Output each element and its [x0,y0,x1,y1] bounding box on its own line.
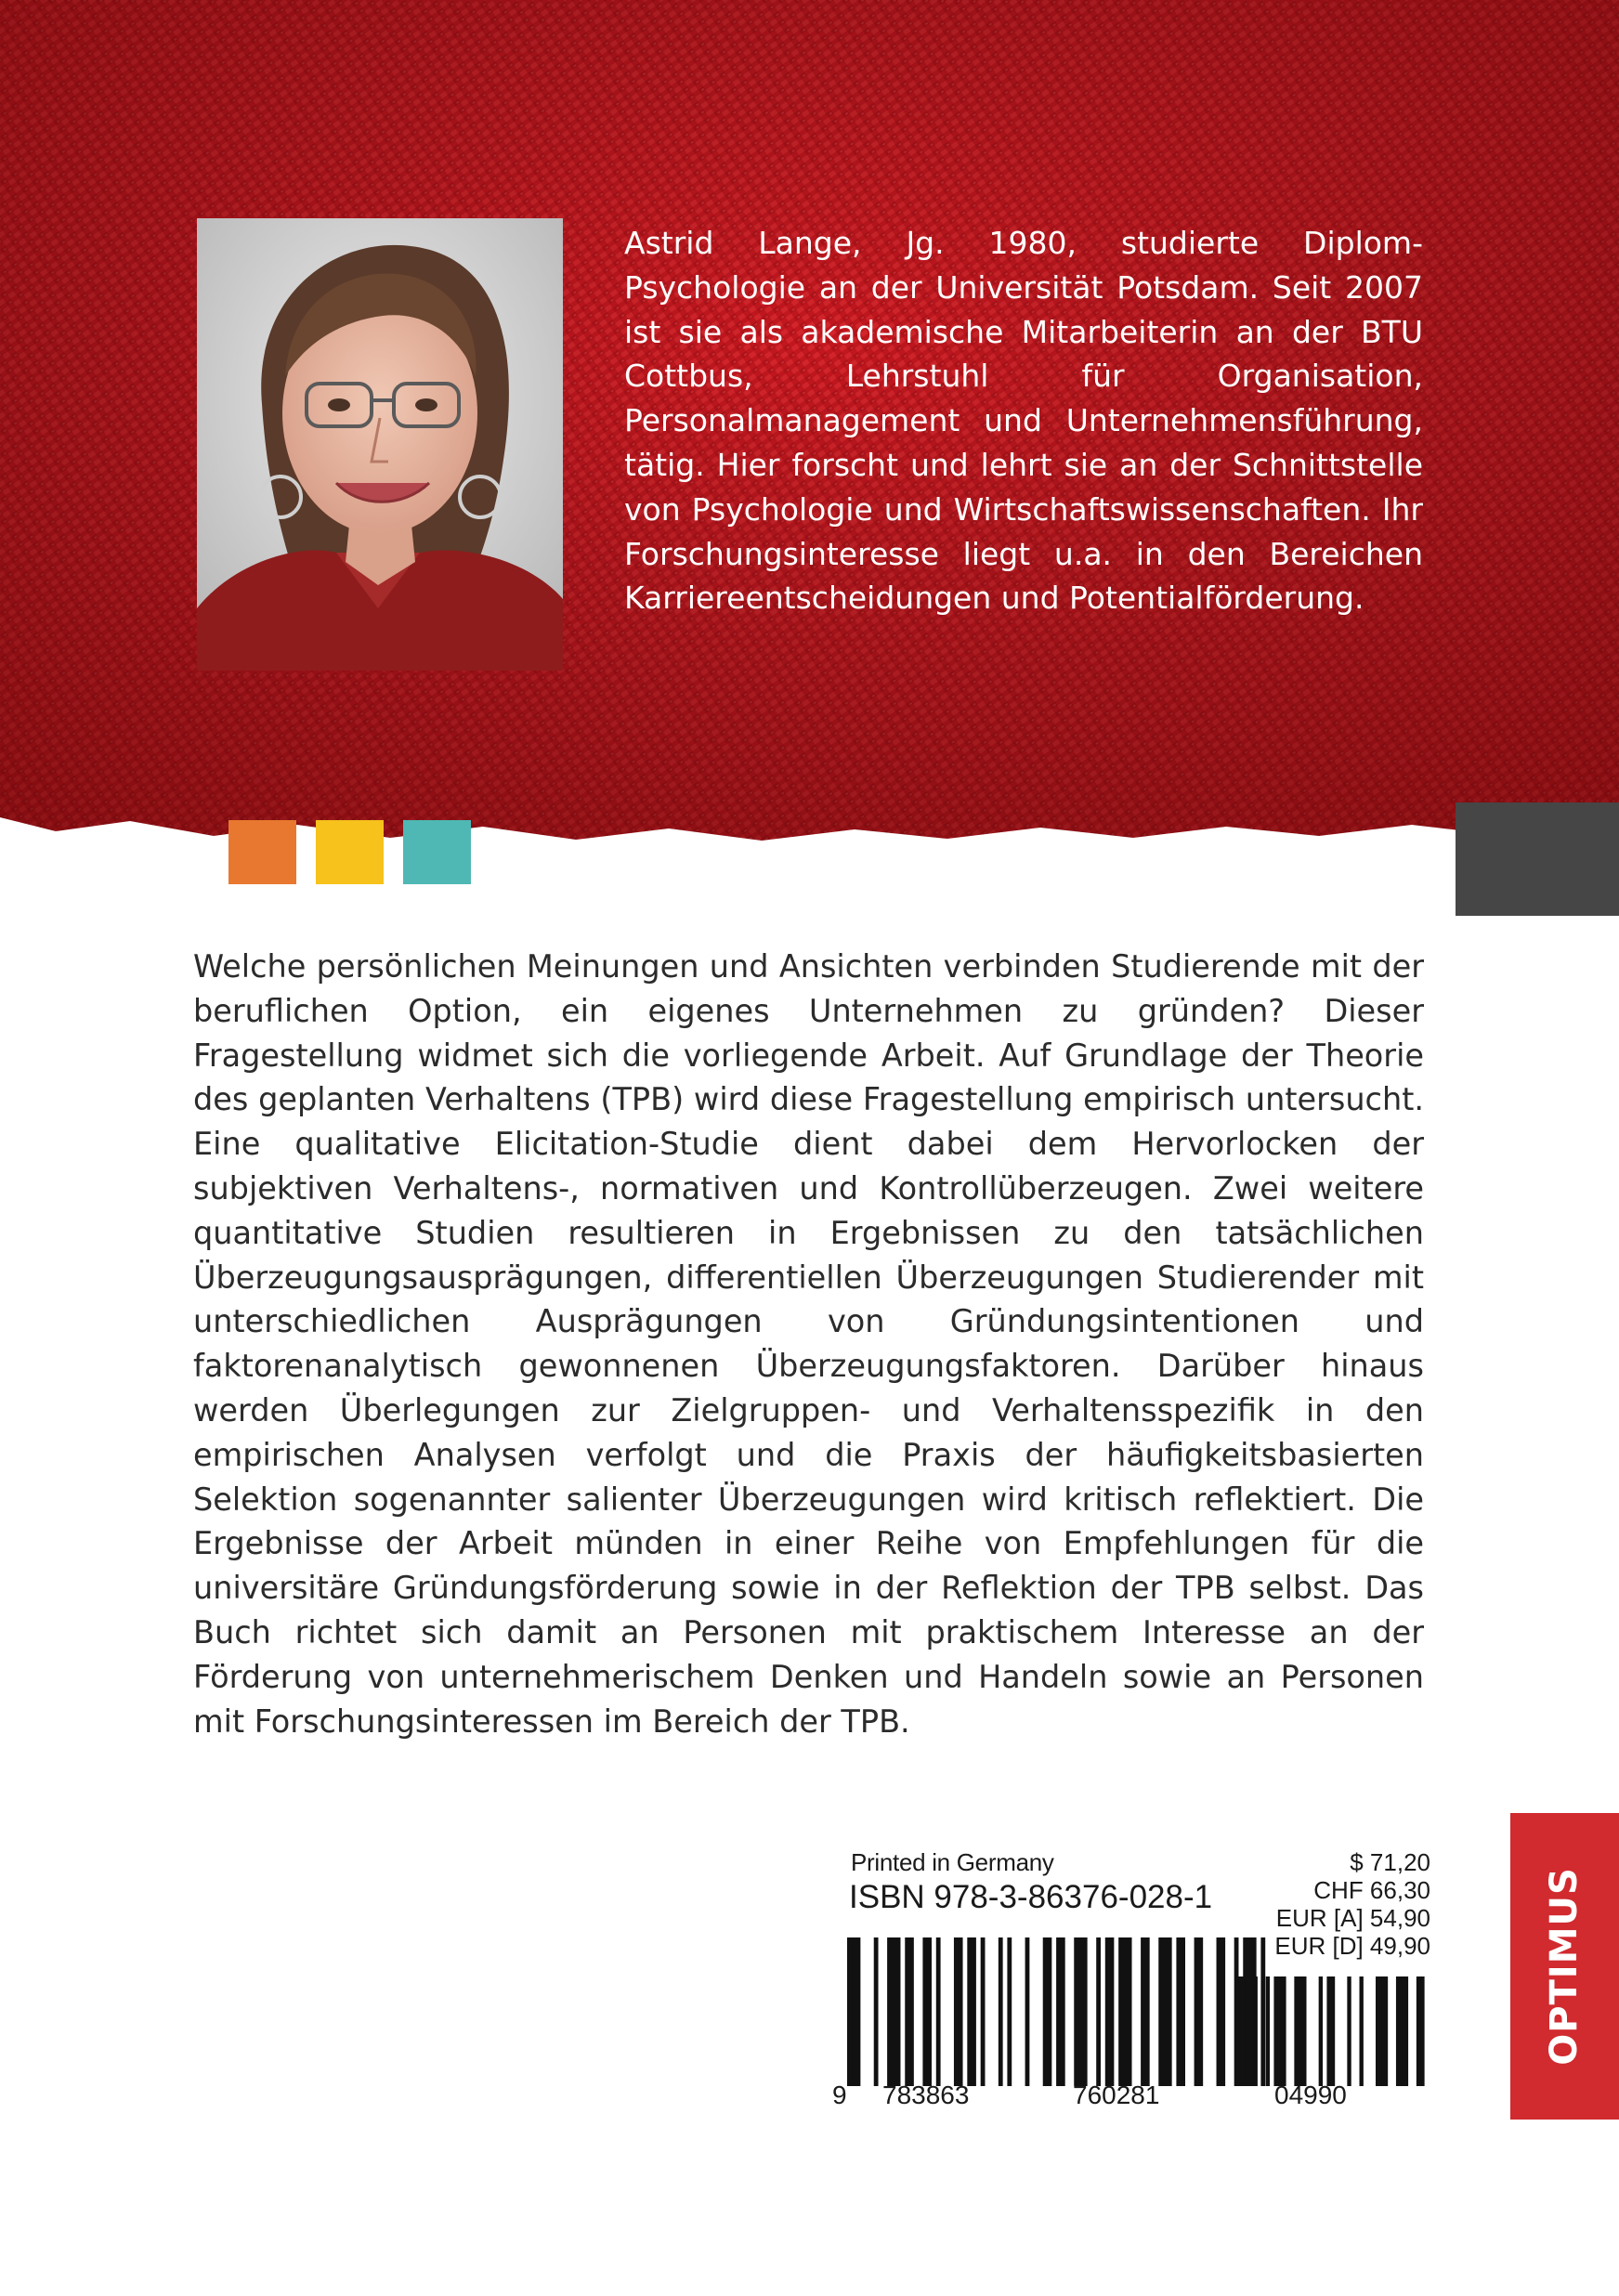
barcode-bar [981,1937,986,2086]
author-portrait-image [197,218,563,671]
dark-gray-block [1456,802,1619,916]
price-addon-barcode [1237,1976,1429,2086]
barcode-bar [887,1937,900,2086]
barcode-bar [936,1937,941,2086]
price-eur-d: EUR [D] 49,90 [1274,1932,1430,1960]
isbn-barcode [847,1937,1270,2086]
printed-in-label: Printed in Germany [851,1848,1054,1876]
addon-digits: 04990 [1274,2081,1347,2109]
price-usd: $ 71,20 [1350,1848,1430,1876]
barcode-bar [999,1937,1003,2086]
barcode-bar [1217,1937,1226,2086]
author-photo [197,218,563,671]
barcode-bar [1025,1937,1030,2086]
barcode-bar [1347,1976,1351,2086]
barcode-bar [1417,1976,1425,2086]
barcode-bar [1376,1976,1388,2086]
publisher-name: OPTIMUS [1543,1867,1586,2066]
price-chf: CHF 66,30 [1313,1876,1430,1904]
barcode-bar [1118,1937,1131,2086]
isbn-number: ISBN 978-3-86376-028-1 [849,1879,1213,1915]
barcode-bar [1396,1976,1408,2086]
barcode-bar [1056,1937,1065,2086]
barcode-digits-right: 760281 [1073,2081,1160,2109]
yellow-square [316,820,384,884]
barcode-digit-lead: 9 [832,2081,847,2109]
barcode-bar [1007,1937,1012,2086]
orange-square [228,820,296,884]
barcode-digits-left: 783863 [882,2081,970,2109]
barcode-bar [1294,1976,1306,2086]
barcode-bar [1158,1937,1171,2086]
publisher-logo [1510,1813,1619,2120]
barcode-bar [1326,1976,1335,2086]
barcode-bar [1266,1976,1270,2086]
barcode-bar [1237,1976,1246,2086]
price-list [1245,1848,1430,1960]
barcode-bar [967,1937,976,2086]
barcode-bar [874,1937,879,2086]
book-description: Welche persönlichen Meinungen und Ansichten verbinden Studierende mit der beruflichen Option, ein eigenes Unternehmen zu gründen? Dieser Fragestellung widmet sich die vorliegende Arbeit. Auf Grundlage der Theorie des geplanten Verhaltens (TPB) wird diese Fragestellung empirisch untersucht. Eine qualitative Elicitation-Studie dient dabei dem Hervorlocken der subjektiven Verhaltens-, normativen und Kontrollüberzeugen. Zwei weitere quantitative Studien resultieren in Ergebnissen zu den tatsächlichen Überzeugungsausprägungen, differentiellen Überzeugungen Studierender mit unterschiedlichen Ausprägungen von Gründungsintentionen und faktorenanalytisch gewonnenen Überzeugungsfaktoren. Darüber hinaus werden Überlegungen zur Zielgruppen- und Verhaltensspezifik in den empirischen Analysen verfolgt und die Praxis der häufigkeitsbasierten Selektion sogenannter salienter Überzeugungen wird kritisch reflektiert. Die Ergebnisse der Arbeit münden in einer Reihe von Empfehlungen für die universitäre Gründungsförderung sowie in der Reflektion der TPB selbst. Das Buch richtet sich damit an Personen mit praktischem Interesse an der Förderung von unternehmerischem Denken und Handeln sowie an Personen mit Forschungsinteressen im Bereich der TPB. [193,948,1424,1740]
barcode-bar [954,1937,963,2086]
barcode-bar [1195,1937,1204,2086]
barcode-bar [1141,1937,1150,2086]
barcode-bar [1096,1937,1101,2086]
teal-square [403,820,471,884]
barcode-bar [905,1937,914,2086]
barcode-bar [1105,1937,1115,2086]
barcode-bar [1074,1937,1087,2086]
barcode-bar [847,1937,860,2086]
barcode-bar [1319,1976,1323,2086]
barcode-bar [1359,1976,1363,2086]
barcode-bar [1273,1976,1286,2086]
barcode-bar [1176,1937,1185,2086]
price-eur-a: EUR [A] 54,90 [1275,1904,1430,1932]
barcode-bar [922,1937,932,2086]
barcode-bar [1043,1937,1052,2086]
barcode-bar [1254,1976,1258,2086]
author-bio: Astrid Lange, Jg. 1980, studierte Diplom-Psychologie an der Universität Potsdam. Seit 2007 ist sie als akademische Mitarbeiterin an der BTU Cottbus, Lehrstuhl für Organisation, Personalmanagement und Unternehmensführung, tätig. Hier forscht und lehrt sie an der Schnittstelle von Psychologie und Wirtschaftswissenschaften. Ihr Forschungsinteresse liegt u.a. in den Bereichen Karriereentscheidungen und Potentialförderung. [624,225,1423,617]
